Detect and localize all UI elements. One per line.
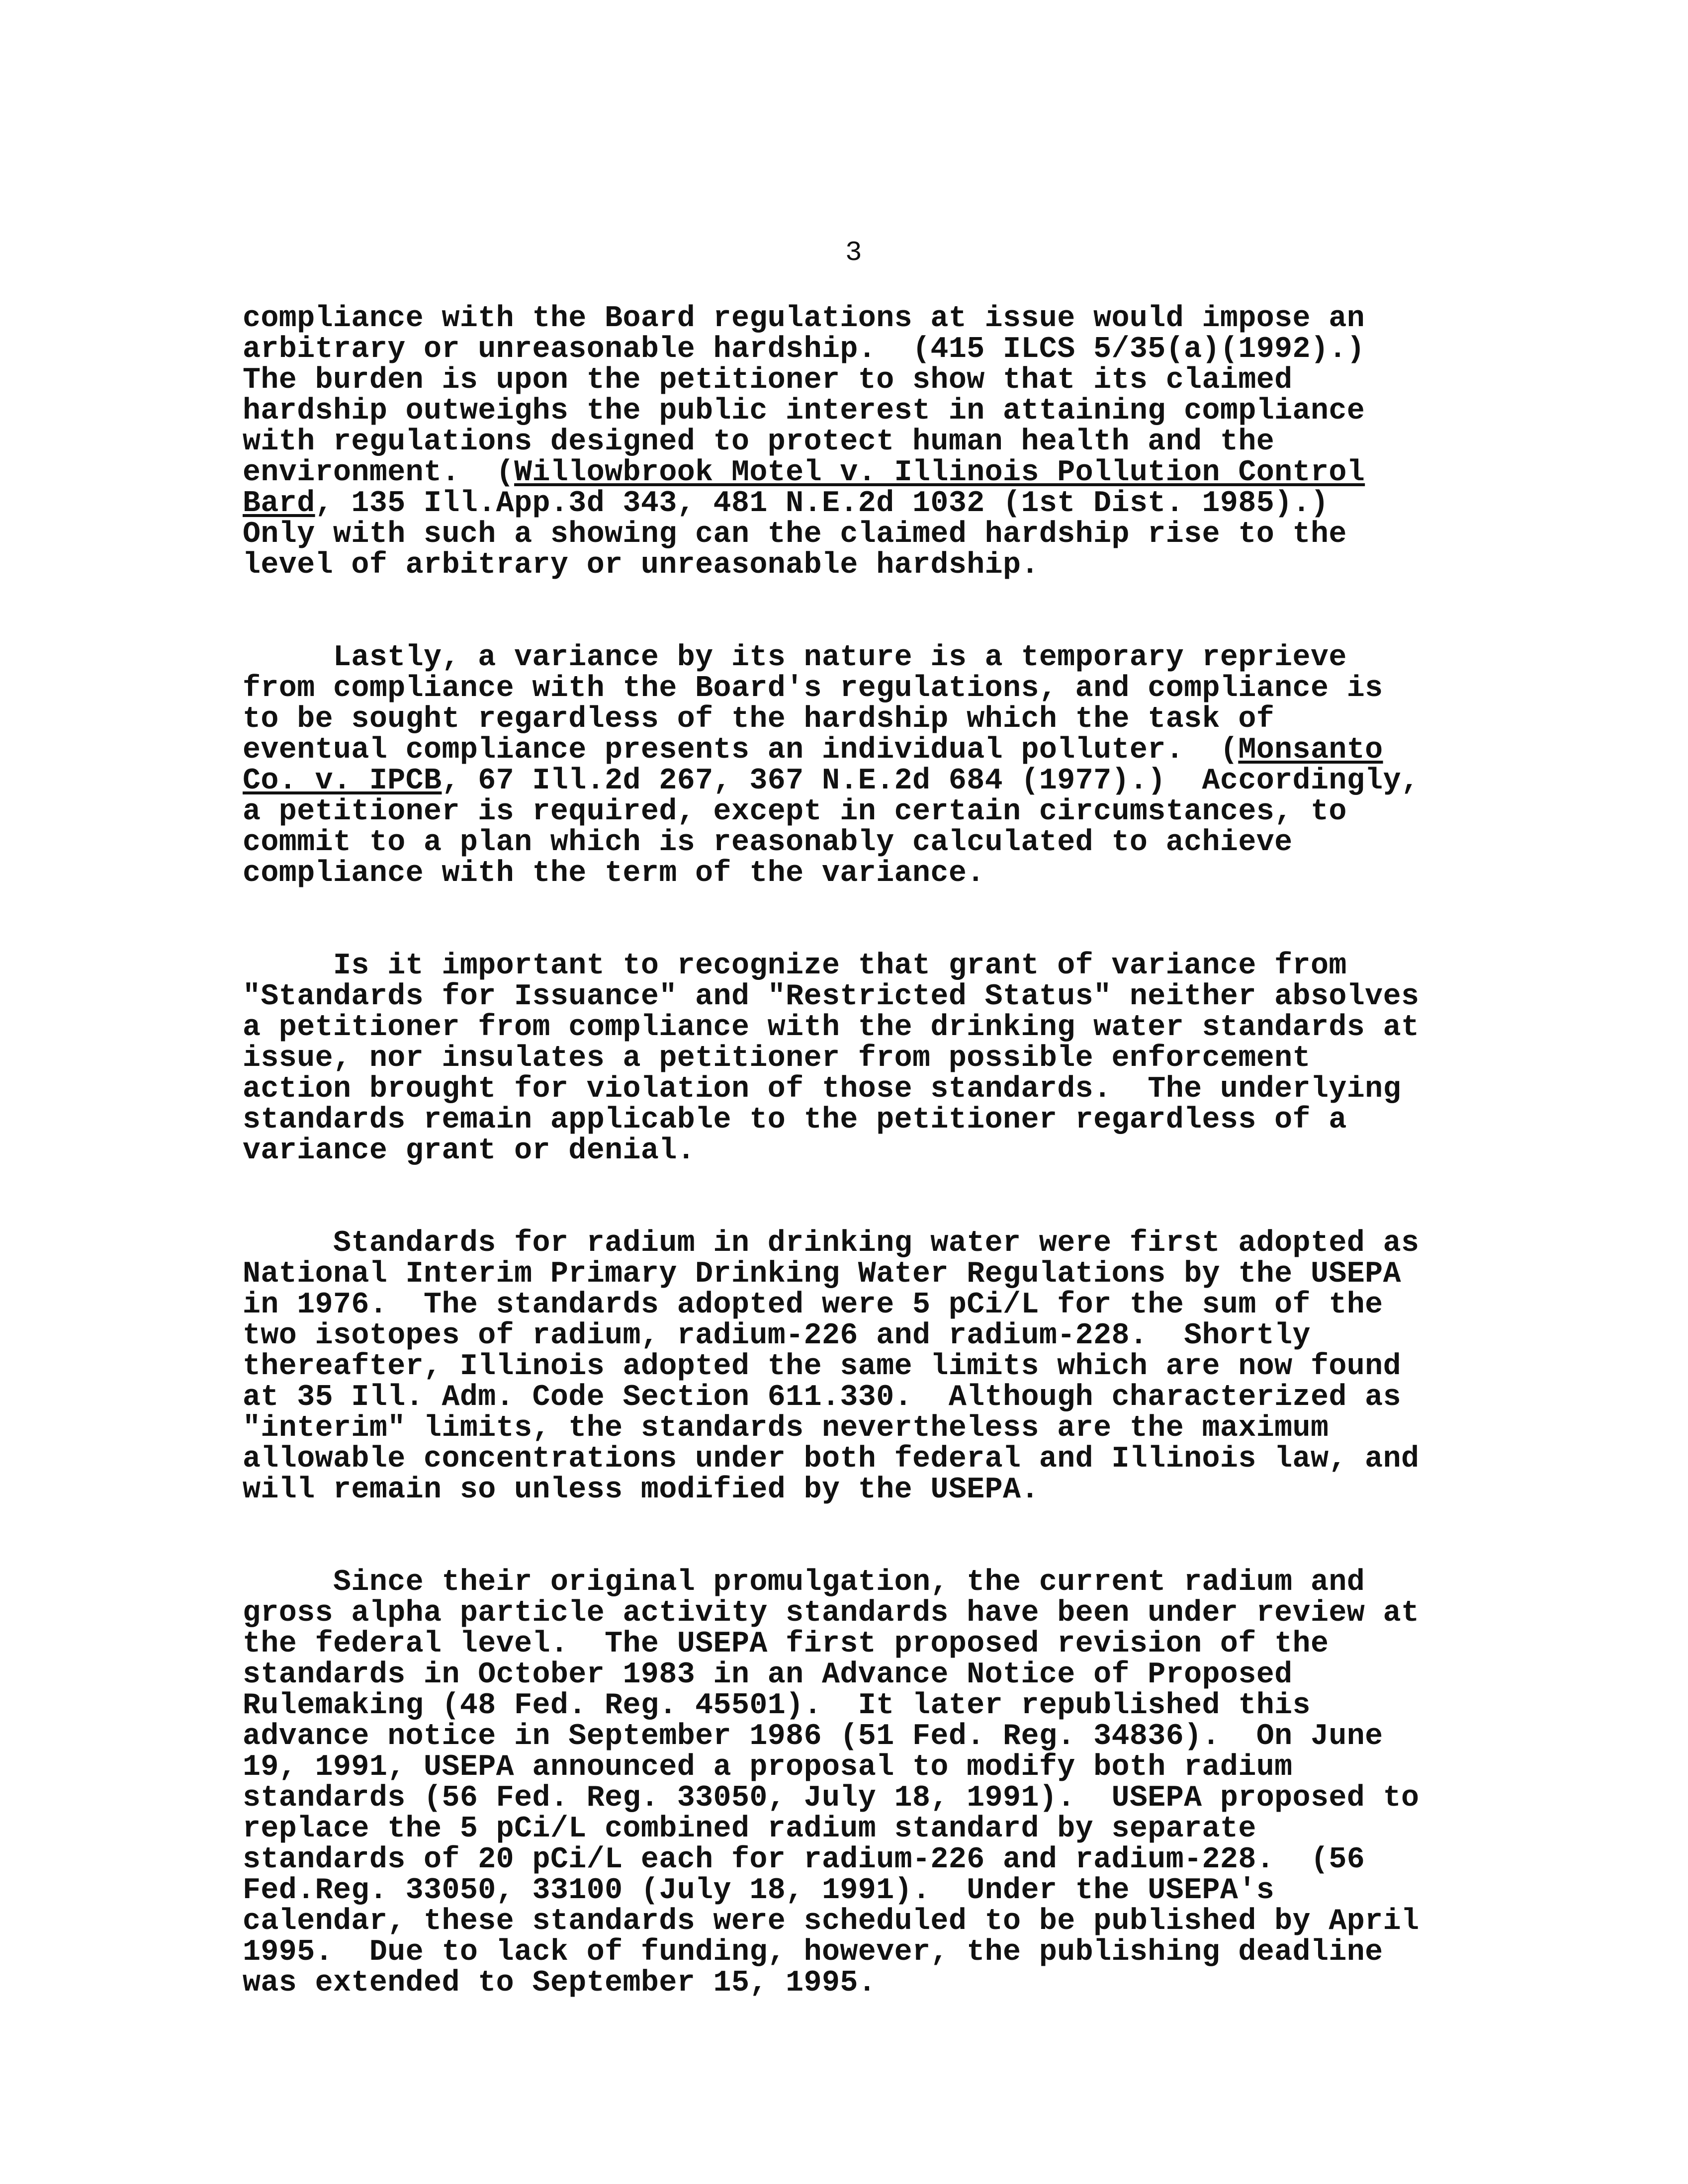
text-line: standards remain applicable to the petitioner regardless of a — [243, 1103, 1347, 1137]
text-line: action brought for violation of those standards. The underlying — [243, 1072, 1401, 1106]
paragraph — [243, 1228, 1466, 1505]
page-number: 3 — [845, 237, 862, 268]
text-line: gross alpha particle activity standards have been under review at — [243, 1596, 1420, 1630]
text-line: Standards for radium in drinking water were first adopted as — [243, 1226, 1420, 1260]
text-line: standards in October 1983 in an Advance Notice of Proposed — [243, 1658, 1293, 1692]
case-citation: Willowbrook Motel v. Illinois Pollution Control — [514, 456, 1365, 490]
text-line: issue, nor insulates a petitioner from possible enforcement — [243, 1042, 1311, 1075]
text-line: compliance with the Board regulations at issue would impose an — [243, 302, 1365, 336]
text-line: Fed.Reg. 33050, 33100 (July 18, 1991). Under the USEPA's — [243, 1874, 1275, 1908]
text-line: allowable concentrations under both federal and Illinois law, and — [243, 1442, 1420, 1476]
text-line: to be sought regardless of the hardship which the task of — [243, 702, 1275, 736]
document-body — [243, 303, 1466, 1999]
text-line: 19, 1991, USEPA announced a proposal to modify both radium — [243, 1750, 1293, 1784]
text-line: level of arbitrary or unreasonable hardship. — [243, 548, 1039, 582]
text-line: was extended to September 15, 1995. — [243, 1966, 877, 2000]
text-line: 1995. Due to lack of funding, however, the publishing deadline — [243, 1935, 1383, 1969]
text-line: Since their original promulgation, the current radium and — [243, 1566, 1365, 1599]
paragraph — [243, 951, 1466, 1166]
case-citation: Bard — [243, 487, 315, 521]
text-line — [243, 735, 1466, 766]
text-line: a petitioner from compliance with the drinking water standards at — [243, 1011, 1420, 1045]
text-segment: environment. ( — [243, 456, 515, 490]
text-line: a petitioner is required, except in certain circumstances, to — [243, 795, 1347, 829]
text-line: compliance with the term of the variance. — [243, 857, 985, 890]
case-citation: Monsanto — [1238, 733, 1383, 767]
text-segment: , 67 Ill.2d 267, 367 N.E.2d 684 (1977).) Accordingly, — [442, 764, 1420, 798]
text-line: the federal level. The USEPA first proposed revision of the — [243, 1627, 1329, 1661]
paragraph — [243, 1567, 1466, 1999]
text-line — [243, 488, 1466, 519]
text-line — [243, 457, 1466, 488]
text-line: with regulations designed to protect human health and the — [243, 425, 1275, 459]
text-line: calendar, these standards were scheduled to be published by April — [243, 1905, 1420, 1938]
text-line: in 1976. The standards adopted were 5 pCi/L for the sum of the — [243, 1288, 1383, 1322]
text-line: standards (56 Fed. Reg. 33050, July 18, 1991). USEPA proposed to — [243, 1781, 1420, 1815]
text-line: at 35 Ill. Adm. Code Section 611.330. Although characterized as — [243, 1381, 1401, 1414]
text-line — [243, 766, 1466, 796]
text-line: Only with such a showing can the claimed hardship rise to the — [243, 518, 1347, 551]
case-citation: Co. v. IPCB — [243, 764, 442, 798]
text-line: hardship outweighs the public interest in attaining compliance — [243, 394, 1365, 428]
paragraph — [243, 303, 1466, 581]
text-line: will remain so unless modified by the USEPA. — [243, 1473, 1039, 1507]
text-line: National Interim Primary Drinking Water Regulations by the USEPA — [243, 1257, 1401, 1291]
text-line: advance notice in September 1986 (51 Fed. Reg. 34836). On June — [243, 1720, 1383, 1753]
text-line: two isotopes of radium, radium-226 and radium-228. Shortly — [243, 1319, 1311, 1353]
text-line: from compliance with the Board's regulations, and compliance is — [243, 672, 1383, 705]
text-line: Rulemaking (48 Fed. Reg. 45501). It later republished this — [243, 1689, 1311, 1723]
text-line: "Standards for Issuance" and "Restricted Status" neither absolves — [243, 980, 1420, 1014]
text-line: arbitrary or unreasonable hardship. (415 ILCS 5/35(a)(1992).) — [243, 333, 1365, 366]
text-line: Lastly, a variance by its nature is a temporary reprieve — [243, 641, 1347, 675]
text-line: "interim" limits, the standards nevertheless are the maximum — [243, 1411, 1329, 1445]
text-line: replace the 5 pCi/L combined radium standard by separate — [243, 1812, 1256, 1846]
text-line: variance grant or denial. — [243, 1134, 696, 1168]
text-line: thereafter, Illinois adopted the same limits which are now found — [243, 1350, 1401, 1384]
text-line: commit to a plan which is reasonably calculated to achieve — [243, 826, 1293, 860]
text-line: Is it important to recognize that grant of variance from — [243, 949, 1347, 983]
paragraph — [243, 642, 1466, 889]
text-line: The burden is upon the petitioner to show that its claimed — [243, 363, 1293, 397]
text-line: standards of 20 pCi/L each for radium-226 and radium-228. (56 — [243, 1843, 1365, 1877]
text-segment: , 135 Ill.App.3d 343, 481 N.E.2d 1032 (1st Dist. 1985).) — [315, 487, 1329, 521]
text-segment: eventual compliance presents an individual polluter. ( — [243, 733, 1239, 767]
